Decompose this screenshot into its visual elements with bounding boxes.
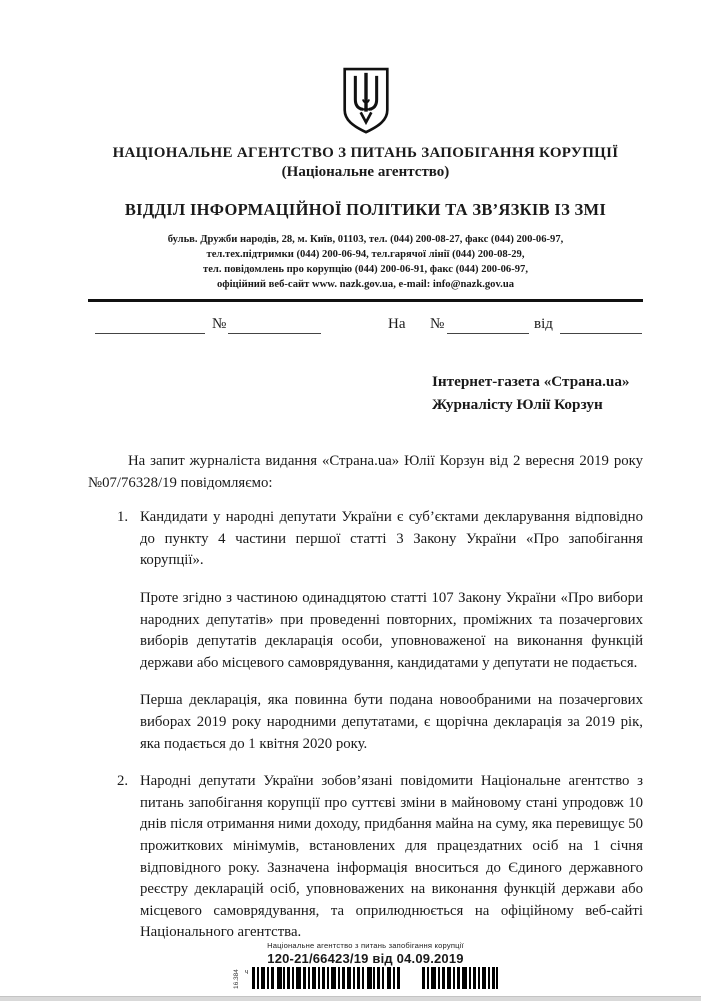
ref-date-blank (95, 319, 205, 334)
address-line: тел.тех.підтримки (044) 200-06-94, тел.гарячої лінії (044) 200-08-29, (206, 249, 525, 260)
org-name: НАЦІОНАЛЬНЕ АГЕНТСТВО З ПИТАНЬ ЗАПОБІГАННЯ КОРУПЦІЇ (112, 145, 619, 161)
list-item-1 (88, 507, 643, 755)
intro-paragraph: На запит журналіста видання «Страна.ua» Юлії Корзун від 2 вересня 2019 року №07/76328/19 повідомляємо: (88, 453, 643, 491)
addressee-block (432, 370, 643, 416)
item-number: 2. (117, 773, 129, 790)
ref-number-label: № (212, 316, 227, 332)
document-column (88, 0, 643, 944)
registry-org-label: Національне агентство з питань запобігання корупції (267, 941, 464, 950)
paragraph: Народні депутати України зобов’язані повідомити Національне агентство з питань запобігання корупції про суттєві зміни в майновому стані упродовж 10 днів після отримання ними доходу, придбання майна на суму, яка перевищує 50 прожиткових мінімумів, встановлених для працездатних осіб на 1 січня відповідного року. Зазначена інформація вноситься до Єдиного державного реєстру декларацій осіб, уповноважених на виконання функцій держави або місцевого самоврядування, та оприлюднюється на офіційному веб-сайті Національного агентства. (140, 773, 643, 941)
addressee-person: Журналісту Юлії Корзун (432, 396, 603, 413)
ref-incoming-number-label: № (430, 316, 445, 332)
org-short-name: (Національне агентство) (281, 164, 450, 180)
address-block (88, 232, 643, 292)
side-mark-label: ч (244, 969, 249, 976)
department-title: ВІДДІЛ ІНФОРМАЦІЙНОЇ ПОЛІТИКИ ТА ЗВ’ЯЗКІВ ІЗ ЗМІ (124, 200, 607, 219)
bottom-edge-strip (0, 996, 701, 1001)
address-line: офіційний веб-сайт www. nazk.gov.ua, e-mail: info@nazk.gov.ua (216, 279, 515, 290)
ref-number-blank (228, 319, 321, 334)
numbered-list (88, 507, 643, 944)
address-line: бульв. Дружби народів, 28, м. Київ, 01103, тел. (044) 200-08-27, факс (044) 200-06-97, (167, 234, 564, 245)
ref-na-label: На (388, 316, 406, 332)
paragraph: Кандидати у народні депутати України є суб’єктами декларування відповідно до пункту 4 частини першої статті 3 Закону України «Про запобігання корупції». (140, 509, 643, 569)
side-code-label: 16.384 (232, 969, 240, 989)
registry-stamp (88, 941, 643, 991)
addressee-organization: Інтернет-газета «Страна.ua» (432, 373, 630, 390)
item-number: 1. (117, 509, 129, 526)
trident-emblem-icon (333, 66, 399, 136)
barcode-image (252, 967, 498, 989)
reference-line (88, 316, 643, 340)
barcode-row (88, 967, 643, 991)
registry-number: 120-21/66423/19 від 04.09.2019 (267, 951, 464, 966)
address-line: тел. повідомлень про корупцію (044) 200-06-91, факс (044) 200-06-97, (203, 264, 528, 275)
ref-incoming-date-blank (560, 319, 642, 334)
paragraph: Проте згідно з частиною одинадцятою статті 107 Закону України «Про вибори народних депутатів» при проведенні повторних, проміжних та позачергових виборів депутатів декларація особи, уповноваженої на виконання функцій держави або місцевого самоврядування, кандидатами у депутати не подається. (140, 589, 643, 671)
list-item-2 (88, 771, 643, 944)
ref-vid-label: від (534, 316, 553, 332)
letterhead-rule (88, 299, 643, 302)
paragraph: Перша декларація, яка повинна бути подана новообраними на позачергових виборах 2019 року народними депутатами, є щорічна декларація за 2019 рік, яка подається до 1 квітня 2020 року. (140, 692, 643, 752)
ref-incoming-number-blank (447, 319, 529, 334)
